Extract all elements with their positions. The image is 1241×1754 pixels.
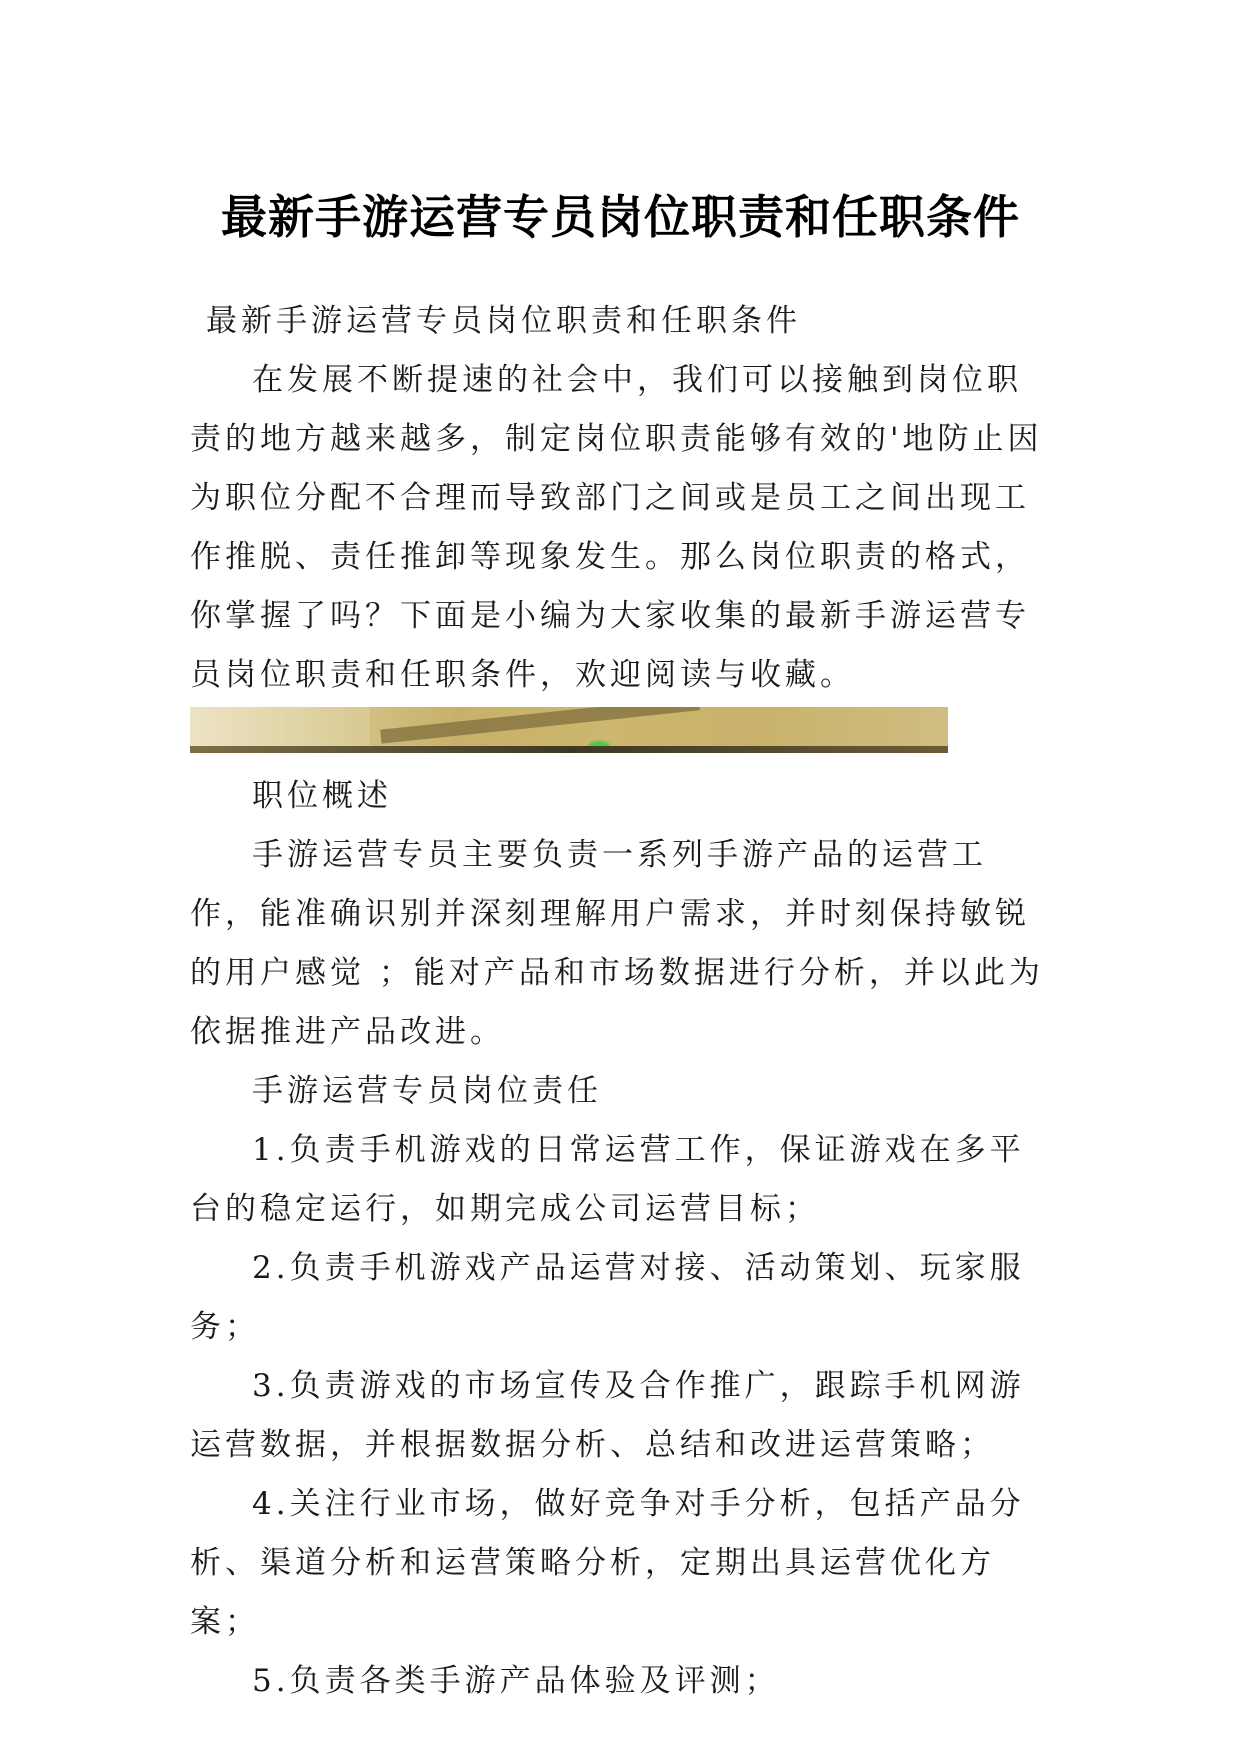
decorative-photo-image [190,707,948,753]
duty-item: 4.关注行业市场，做好竞争对手分析，包括产品分析、渠道分析和运营策略分析，定期出具运营优化方案； [190,1486,1025,1640]
duty-item: 5.负责各类手游产品体验及评测； [252,1663,780,1699]
overview-heading: 职位概述 [252,778,392,814]
duty-item: 1.负责手机游戏的日常运营工作，保证游戏在多平台的稳定运行，如期完成公司运营目标； [190,1132,1025,1227]
intro-paragraph: 在发展不断提速的社会中，我们可以接触到岗位职责的地方越来越多，制定岗位职责能够有效的'地防止因为职位分配不合理而导致部门之间或是员工之间出现工作推脱、责任推卸等现象发生。那么岗位职责的格式，你掌握了吗？下面是小编为大家收集的最新手游运营专员岗位职责和任职条件，欢迎阅读与收藏。 [190,362,1043,693]
page-title: 最新手游运营专员岗位职责和任职条件 [221,189,1020,244]
duties-heading: 手游运营专员岗位责任 [252,1073,602,1109]
overview-paragraph: 手游运营专员主要负责一系列手游产品的运营工作，能准确识别并深刻理解用户需求，并时刻保持敏锐的用户感觉 ；能对产品和市场数据进行分析，并以此为依据推进产品改进。 [190,837,1044,1050]
duty-item: 3.负责游戏的市场宣传及合作推广，跟踪手机网游运营数据，并根据数据分析、总结和改进运营策略； [190,1368,1025,1463]
document-body [190,292,1050,1711]
document-subtitle: 最新手游运营专员岗位职责和任职条件 [206,303,801,339]
duty-item: 2.负责手机游戏产品运营对接、活动策划、玩家服务； [190,1250,1025,1345]
